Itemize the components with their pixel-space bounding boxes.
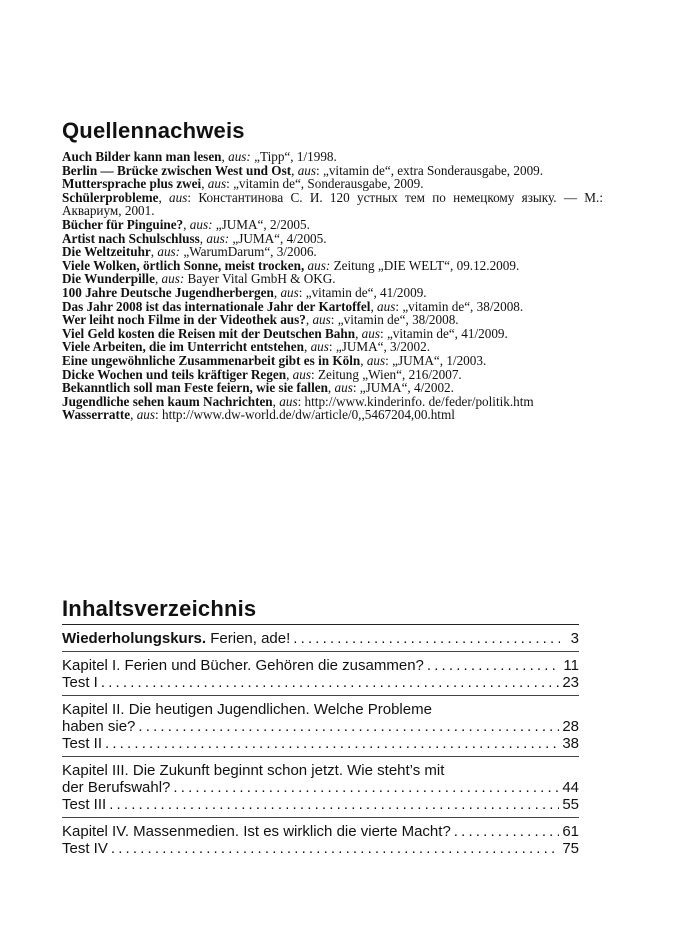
source-aus: aus: <box>307 257 331 273</box>
source-title: Bücher für Pinguine? <box>62 216 184 232</box>
source-separator: , <box>150 244 158 260</box>
source-aus: aus <box>361 325 380 341</box>
toc-leader-dots <box>101 674 559 691</box>
toc-leader-dots <box>111 840 559 857</box>
source-reference: : „vitamin de“, 38/2008. <box>330 312 459 328</box>
toc-entry-chapter-2[interactable] <box>62 718 579 735</box>
source-entry <box>62 232 603 246</box>
source-aus: aus <box>169 189 188 205</box>
source-aus: aus <box>207 176 227 192</box>
toc-page-number: 61 <box>562 823 579 840</box>
source-aus: aus <box>377 298 396 314</box>
toc-entry-test-4[interactable] <box>62 840 579 857</box>
source-reference: : Константинова С. И. 120 устных тем по немецкому языку. — М.: Аквариум, 2001. <box>62 189 603 219</box>
toc-entry-review[interactable] <box>62 630 579 647</box>
source-aus: aus <box>297 162 317 178</box>
toc-page-number: 75 <box>562 840 579 857</box>
toc-leader-dots <box>105 735 559 752</box>
toc-group-chapter-1 <box>62 651 579 695</box>
source-title: Dicke Wochen und teils kräftiger Regen <box>62 366 287 382</box>
source-entry <box>62 340 603 354</box>
source-aus: aus: <box>206 230 230 246</box>
source-reference: : „JUMA“, 3/2002. <box>328 339 430 355</box>
source-separator: , <box>221 149 229 164</box>
toc-group-chapter-3 <box>62 756 579 817</box>
toc-entry-title: Kapitel I. Ferien und Bücher. Gehören die zusammen? <box>62 657 424 674</box>
toc-entry-title-line[interactable]: Kapitel II. Die heutigen Jugendlichen. Welche Probleme <box>62 701 432 718</box>
source-separator: , <box>370 298 378 314</box>
toc-page-number: 44 <box>562 779 579 796</box>
toc-entry-test-1[interactable] <box>62 674 579 691</box>
source-separator: , <box>305 312 313 328</box>
source-reference: : „vitamin de“, 41/2009. <box>298 284 427 300</box>
toc-page-number: 38 <box>562 735 579 752</box>
source-reference: : http://www.dw-world.de/dw/article/0,,5467204,00.html <box>155 407 455 423</box>
toc-leader-dots <box>173 779 559 796</box>
source-title: Die Wunderpille <box>62 271 155 287</box>
source-entry <box>62 300 603 314</box>
source-entry <box>62 313 603 327</box>
source-reference: „JUMA“, 4/2005. <box>229 230 327 246</box>
toc-entry-title: Test IV <box>62 840 108 857</box>
source-aus: aus <box>292 366 311 382</box>
source-title: Jugendliche sehen kaum Nachrichten <box>62 393 273 409</box>
source-aus: aus: <box>228 149 251 164</box>
toc-entry-title: Test II <box>62 735 103 752</box>
source-reference: „WarumDarum“, 3/2006. <box>180 244 317 260</box>
source-separator: , <box>154 271 162 287</box>
source-reference: Bayer Vital GmbH & OKG. <box>184 271 336 287</box>
table-of-contents <box>62 624 579 861</box>
source-reference: : „vitamin de“, 41/2009. <box>379 325 508 341</box>
source-aus: aus <box>366 352 386 368</box>
toc-group-chapter-4 <box>62 817 579 861</box>
toc-entry-chapter-1[interactable] <box>62 657 579 674</box>
source-reference: : Zeitung „Wien“, 216/2007. <box>310 366 462 382</box>
source-entry <box>62 150 603 164</box>
source-title: Viele Arbeiten, die im Unterricht entstehen <box>62 339 304 355</box>
source-separator: , <box>291 162 298 178</box>
toc-page-number: 28 <box>562 718 579 735</box>
source-entry <box>62 286 603 300</box>
sources-heading: Quellennachweis <box>62 118 245 143</box>
source-title: Muttersprache plus zwei <box>62 176 202 192</box>
source-title: Schülerprobleme <box>62 189 159 205</box>
source-aus: aus <box>312 312 331 328</box>
source-separator: , <box>199 230 207 246</box>
source-title: Das Jahr 2008 ist das internationale Jahr der Kartoffel <box>62 298 371 314</box>
toc-leader-dots <box>454 823 560 840</box>
source-entry <box>62 395 603 409</box>
source-separator: , <box>158 189 170 205</box>
toc-review-title: Ferien, ade! <box>206 630 291 647</box>
source-title: Wer leiht noch Filme in der Videothek aus? <box>62 312 306 328</box>
source-entry <box>62 272 603 286</box>
source-entry <box>62 177 603 191</box>
source-entry <box>62 368 603 382</box>
toc-entry-title: Test I <box>62 674 98 691</box>
source-reference: Zeitung „DIE WELT“, 09.12.2009. <box>330 257 520 273</box>
source-separator: , <box>360 352 367 368</box>
source-title: Berlin — Brücke zwischen West und Ost <box>62 162 292 178</box>
source-title: Viel Geld kosten die Reisen mit der Deutschen Bahn <box>62 325 356 341</box>
toc-leader-dots <box>293 630 560 647</box>
source-entry <box>62 327 603 341</box>
toc-page-number: 11 <box>563 657 579 674</box>
source-reference: „Tipp“, 1/1998. <box>250 149 337 164</box>
source-title: Die Weltzeituhr <box>62 244 151 260</box>
source-title: Auch Bilder kann man lesen <box>62 149 222 164</box>
toc-entry-title: Test III <box>62 796 107 813</box>
toc-group-chapter-2 <box>62 695 579 756</box>
toc-leader-dots <box>138 718 559 735</box>
toc-entry-title: der Berufswahl? <box>62 779 171 796</box>
source-entry <box>62 354 603 368</box>
toc-leader-dots <box>427 657 560 674</box>
toc-entry-test-2[interactable] <box>62 735 579 752</box>
source-reference: : „vitamin de“, extra Sonderausgabe, 2009. <box>316 162 544 178</box>
source-reference: : http://www.kinderinfo. de/feder/politik.htm <box>297 393 534 409</box>
source-aus: aus <box>279 393 298 409</box>
source-separator: , <box>272 393 280 409</box>
source-title: Eine ungewöhnliche Zusammenarbeit gibt es in Köln <box>62 352 361 368</box>
toc-entry-title: Kapitel IV. Massenmedien. Ist es wirklich die vierte Macht? <box>62 823 451 840</box>
source-entry <box>62 218 603 232</box>
source-reference: : „vitamin de“, 38/2008. <box>395 298 524 314</box>
toc-review-label: Wiederholungskurs. <box>62 630 207 647</box>
toc-group-review <box>62 624 579 651</box>
source-aus: aus <box>280 284 299 300</box>
source-separator: , <box>286 366 293 382</box>
toc-page-number: 3 <box>570 630 579 647</box>
toc-entry-title-line[interactable]: Kapitel III. Die Zukunft beginnt schon jetzt. Wie steht’s mit <box>62 762 445 779</box>
source-separator: , <box>183 216 190 232</box>
source-separator: , <box>355 325 362 341</box>
toc-heading: Inhaltsverzeichnis <box>62 596 257 621</box>
source-reference: : „vitamin de“, Sonderausgabe, 2009. <box>226 176 424 192</box>
sources-list <box>62 150 603 422</box>
toc-entry-chapter-3[interactable] <box>62 779 579 796</box>
toc-page-number: 55 <box>562 796 579 813</box>
source-separator: , <box>201 176 208 192</box>
source-title: Artist nach Schulschluss <box>62 230 200 246</box>
source-aus: aus: <box>157 244 181 260</box>
source-entry <box>62 408 603 422</box>
source-aus: aus <box>310 339 329 355</box>
toc-entry-chapter-4[interactable] <box>62 823 579 840</box>
toc-page-number: 23 <box>562 674 579 691</box>
source-aus: aus: <box>189 216 213 232</box>
source-entry <box>62 259 603 273</box>
source-separator: , <box>303 339 311 355</box>
toc-entry-test-3[interactable] <box>62 796 579 813</box>
toc-leader-dots <box>109 796 559 813</box>
source-title: 100 Jahre Deutsche Jugendherbergen <box>62 284 274 300</box>
source-entry <box>62 381 603 395</box>
source-entry <box>62 164 603 178</box>
source-separator: , <box>130 407 137 423</box>
source-title: Viele Wolken, örtlich Sonne, meist trocken, <box>62 257 305 273</box>
source-aus: aus: <box>161 271 185 287</box>
source-entry <box>62 245 603 259</box>
source-separator: , <box>327 380 335 396</box>
source-entry <box>62 191 603 218</box>
source-aus: aus <box>136 407 156 423</box>
source-title: Bekanntlich soll man Feste feiern, wie sie fallen <box>62 380 328 396</box>
source-title: Wasserratte <box>62 407 131 423</box>
source-reference: : „JUMA“, 4/2002. <box>352 380 454 396</box>
source-aus: aus <box>334 380 353 396</box>
source-reference: „JUMA“, 2/2005. <box>212 216 310 232</box>
source-separator: , <box>273 284 281 300</box>
toc-entry-title: haben sie? <box>62 718 136 735</box>
source-reference: : „JUMA“, 1/2003. <box>385 352 487 368</box>
